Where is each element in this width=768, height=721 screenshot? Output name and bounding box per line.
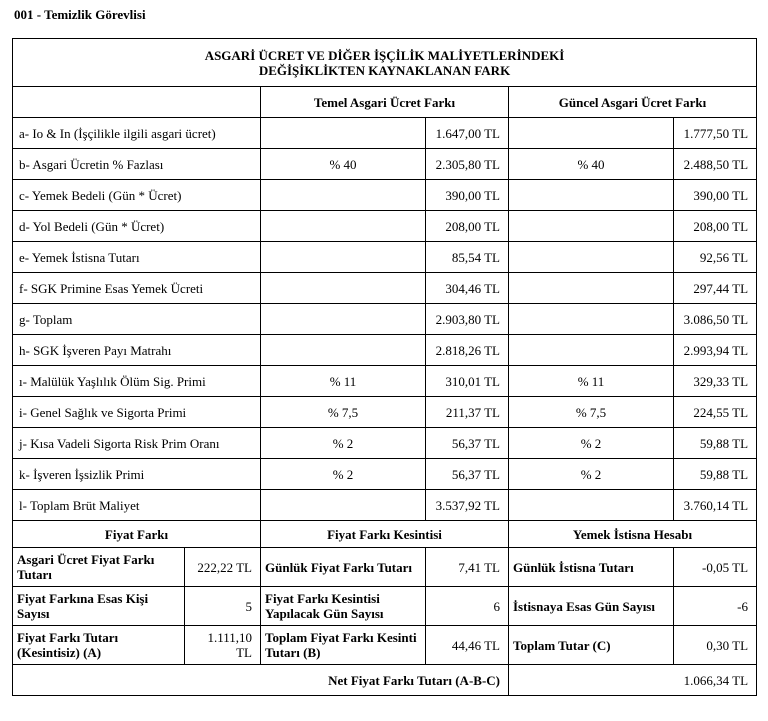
istisna-gun-sayisi-value: -6 xyxy=(674,587,757,626)
row-label: ı- Malülük Yaşlılık Ölüm Sig. Primi xyxy=(13,366,261,397)
table-title xyxy=(13,39,757,87)
cost-rows xyxy=(13,118,757,521)
row-temel-percent xyxy=(261,304,426,335)
row-guncel-percent: % 2 xyxy=(509,428,674,459)
table-row xyxy=(13,335,757,366)
row-label: b- Asgari Ücretin % Fazlası xyxy=(13,149,261,180)
row-guncel-percent xyxy=(509,180,674,211)
table-row xyxy=(13,304,757,335)
row-temel-percent xyxy=(261,118,426,149)
table-title-line2: DEĞİŞİKLİKTEN KAYNAKLANAN FARK xyxy=(258,62,511,78)
row-guncel-amount: 224,55 TL xyxy=(674,397,757,428)
table-row xyxy=(13,149,757,180)
row-guncel-percent xyxy=(509,211,674,242)
row-guncel-percent: % 11 xyxy=(509,366,674,397)
row-guncel-amount: 2.488,50 TL xyxy=(674,149,757,180)
asgari-ucret-fiyat-farki-value: 222,22 TL xyxy=(185,548,261,587)
row-guncel-amount: 59,88 TL xyxy=(674,459,757,490)
row-temel-amount: 2.818,26 TL xyxy=(426,335,509,366)
cost-difference-table xyxy=(12,38,757,696)
section-fiyat-farki-kesintisi: Fiyat Farkı Kesintisi xyxy=(261,521,509,548)
toplam-kesinti-value: 44,46 TL xyxy=(426,626,509,665)
row-temel-amount: 304,46 TL xyxy=(426,273,509,304)
row-label: c- Yemek Bedeli (Gün * Ücret) xyxy=(13,180,261,211)
row-guncel-percent: % 2 xyxy=(509,459,674,490)
toplam-kesinti-label: Toplam Fiyat Farkı Kesinti Tutarı (B) xyxy=(261,626,426,665)
section-header-row xyxy=(13,521,757,548)
row-temel-amount: 1.647,00 TL xyxy=(426,118,509,149)
row-guncel-amount: 92,56 TL xyxy=(674,242,757,273)
row-guncel-percent xyxy=(509,242,674,273)
header-guncel: Güncel Asgari Ücret Farkı xyxy=(509,87,757,118)
row-guncel-amount: 3.760,14 TL xyxy=(674,490,757,521)
net-total-row xyxy=(13,665,757,696)
page-heading: 001 - Temizlik Görevlisi xyxy=(14,7,146,22)
table-row xyxy=(13,211,757,242)
row-guncel-amount: 2.993,94 TL xyxy=(674,335,757,366)
net-fiyat-farki-label: Net Fiyat Farkı Tutarı (A-B-C) xyxy=(13,665,509,696)
gunluk-istisna-value: -0,05 TL xyxy=(674,548,757,587)
summary-row-2 xyxy=(13,587,757,626)
column-header-row xyxy=(13,87,757,118)
row-temel-percent: % 2 xyxy=(261,459,426,490)
row-guncel-amount: 3.086,50 TL xyxy=(674,304,757,335)
row-guncel-percent: % 40 xyxy=(509,149,674,180)
kesinti-gun-sayisi-value: 6 xyxy=(426,587,509,626)
row-temel-amount: 2.305,80 TL xyxy=(426,149,509,180)
fiyat-farki-tutari-label: Fiyat Farkı Tutarı (Kesintisiz) (A) xyxy=(13,626,185,665)
row-guncel-percent xyxy=(509,118,674,149)
row-temel-percent: % 40 xyxy=(261,149,426,180)
row-guncel-percent xyxy=(509,273,674,304)
toplam-tutar-label: Toplam Tutar (C) xyxy=(509,626,674,665)
row-temel-amount: 310,01 TL xyxy=(426,366,509,397)
fiyat-farki-tutari-value: 1.111,10 TL xyxy=(185,626,261,665)
row-label: e- Yemek İstisna Tutarı xyxy=(13,242,261,273)
gunluk-fiyat-farki-value: 7,41 TL xyxy=(426,548,509,587)
row-temel-percent: % 2 xyxy=(261,428,426,459)
table-row xyxy=(13,490,757,521)
row-label: h- SGK İşveren Payı Matrahı xyxy=(13,335,261,366)
row-temel-amount: 56,37 TL xyxy=(426,428,509,459)
istisna-gun-sayisi-label: İstisnaya Esas Gün Sayısı xyxy=(509,587,674,626)
row-label: i- Genel Sağlık ve Sigorta Primi xyxy=(13,397,261,428)
row-label: k- İşveren İşsizlik Primi xyxy=(13,459,261,490)
row-temel-percent xyxy=(261,335,426,366)
asgari-ucret-fiyat-farki-label: Asgari Ücret Fiyat Farkı Tutarı xyxy=(13,548,185,587)
summary-row-3 xyxy=(13,626,757,665)
table-row xyxy=(13,397,757,428)
row-temel-amount: 211,37 TL xyxy=(426,397,509,428)
row-guncel-amount: 208,00 TL xyxy=(674,211,757,242)
table-title-line1: ASGARİ ÜCRET VE DİĞER İŞÇİLİK MALİYETLERİNDEKİ xyxy=(204,47,565,63)
row-guncel-amount: 59,88 TL xyxy=(674,428,757,459)
net-fiyat-farki-value: 1.066,34 TL xyxy=(509,665,757,696)
row-temel-amount: 56,37 TL xyxy=(426,459,509,490)
row-temel-percent xyxy=(261,211,426,242)
row-temel-percent xyxy=(261,490,426,521)
row-temel-amount: 2.903,80 TL xyxy=(426,304,509,335)
row-guncel-amount: 329,33 TL xyxy=(674,366,757,397)
row-temel-percent: % 11 xyxy=(261,366,426,397)
row-temel-percent: % 7,5 xyxy=(261,397,426,428)
row-guncel-percent xyxy=(509,335,674,366)
row-label: f- SGK Primine Esas Yemek Ücreti xyxy=(13,273,261,304)
table-row xyxy=(13,180,757,211)
table-row xyxy=(13,428,757,459)
section-yemek-istisna: Yemek İstisna Hesabı xyxy=(509,521,757,548)
table-row xyxy=(13,118,757,149)
row-label: j- Kısa Vadeli Sigorta Risk Prim Oranı xyxy=(13,428,261,459)
row-temel-percent xyxy=(261,273,426,304)
row-label: g- Toplam xyxy=(13,304,261,335)
gunluk-fiyat-farki-label: Günlük Fiyat Farkı Tutarı xyxy=(261,548,426,587)
header-temel: Temel Asgari Ücret Farkı xyxy=(261,87,509,118)
header-empty xyxy=(13,87,261,118)
section-fiyat-farki: Fiyat Farkı xyxy=(13,521,261,548)
title-row xyxy=(13,39,757,87)
table-row xyxy=(13,242,757,273)
row-label: l- Toplam Brüt Maliyet xyxy=(13,490,261,521)
row-guncel-amount: 1.777,50 TL xyxy=(674,118,757,149)
gunluk-istisna-label: Günlük İstisna Tutarı xyxy=(509,548,674,587)
esas-kisi-sayisi-value: 5 xyxy=(185,587,261,626)
row-temel-amount: 208,00 TL xyxy=(426,211,509,242)
summary-row-1 xyxy=(13,548,757,587)
row-temel-amount: 3.537,92 TL xyxy=(426,490,509,521)
row-guncel-percent xyxy=(509,490,674,521)
row-temel-percent xyxy=(261,242,426,273)
row-temel-amount: 85,54 TL xyxy=(426,242,509,273)
table-row xyxy=(13,366,757,397)
esas-kisi-sayisi-label: Fiyat Farkına Esas Kişi Sayısı xyxy=(13,587,185,626)
row-guncel-amount: 390,00 TL xyxy=(674,180,757,211)
row-temel-amount: 390,00 TL xyxy=(426,180,509,211)
row-label: d- Yol Bedeli (Gün * Ücret) xyxy=(13,211,261,242)
toplam-tutar-value: 0,30 TL xyxy=(674,626,757,665)
row-label: a- Io & In (İşçilikle ilgili asgari ücret) xyxy=(13,118,261,149)
table-row xyxy=(13,273,757,304)
row-guncel-amount: 297,44 TL xyxy=(674,273,757,304)
table-row xyxy=(13,459,757,490)
row-guncel-percent: % 7,5 xyxy=(509,397,674,428)
kesinti-gun-sayisi-label: Fiyat Farkı Kesintisi Yapılacak Gün Sayısı xyxy=(261,587,426,626)
row-temel-percent xyxy=(261,180,426,211)
row-guncel-percent xyxy=(509,304,674,335)
